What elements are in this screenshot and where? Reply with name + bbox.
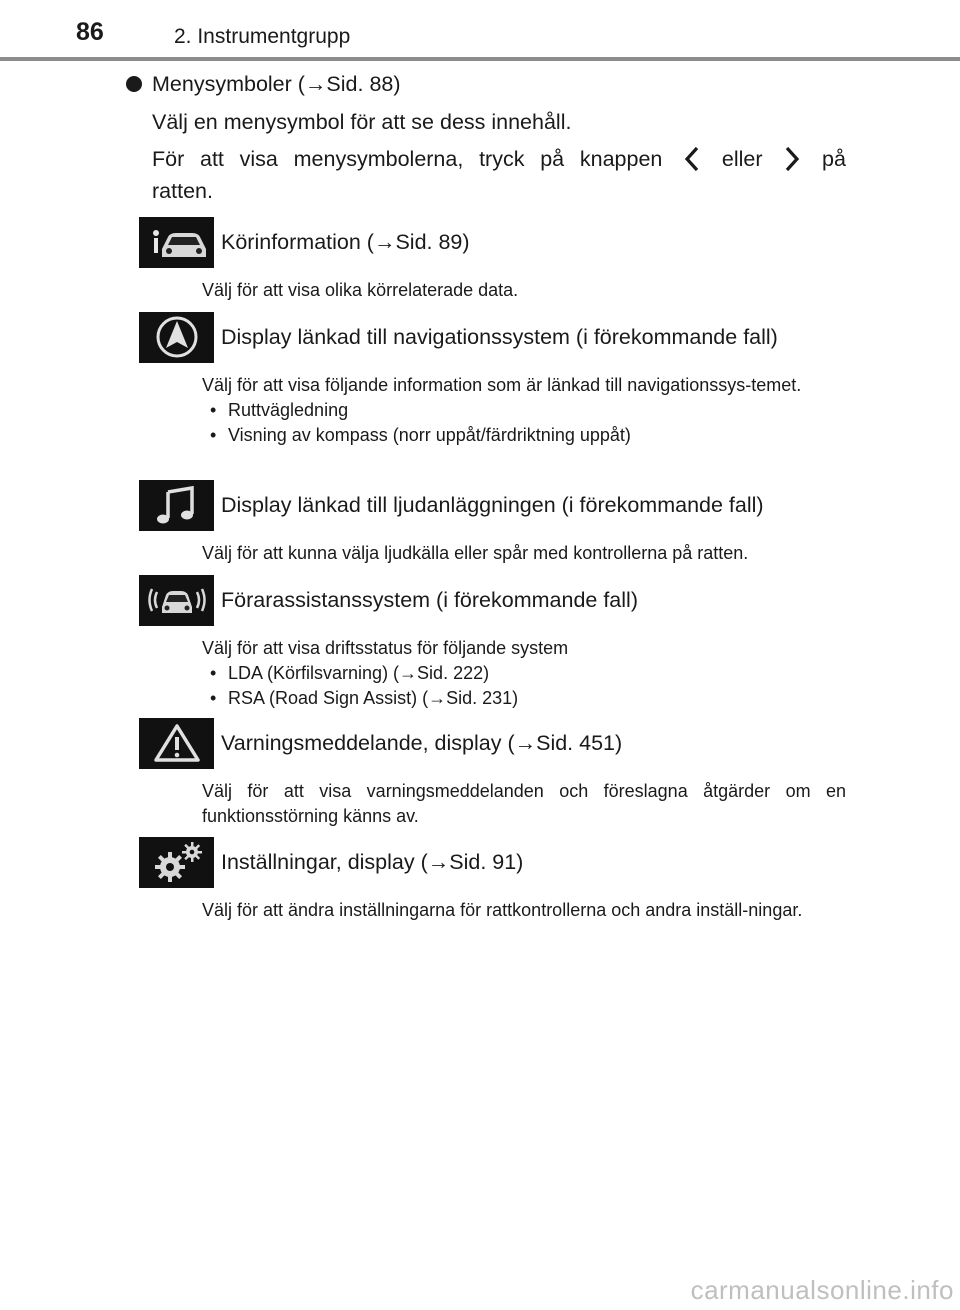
section-text-line: Välj för att visa följande information som är länkad till navigationssys-temet.	[202, 375, 802, 395]
page-number: 86	[76, 18, 104, 46]
section-body	[202, 373, 846, 448]
word: visa	[239, 147, 278, 171]
section-title: Varningsmeddelande, display (→Sid. 451)	[221, 730, 623, 755]
section-title: Körinformation (→Sid. 89)	[221, 229, 470, 254]
menu-symbols-title: Menysymboler (→Sid. 88)	[152, 72, 401, 96]
section-title: Inställningar, display (→Sid. 91)	[221, 849, 524, 874]
chapter-title: 2. Instrumentgrupp	[174, 25, 351, 48]
word: på	[540, 147, 565, 171]
section-text: Välj för att ändra inställningarna för rattkontrollerna och andra inställ-ningar.	[202, 900, 803, 920]
bullet-list	[202, 398, 846, 448]
list-item: • Visning av kompass (norr uppåt/färdriktning uppåt)	[210, 423, 846, 448]
section-text: Välj för att kunna välja ljudkälla eller spår med kontrollerna på ratten.	[202, 543, 749, 563]
section-title: Display länkad till ljudanläggningen (i förekommande fall)	[221, 492, 764, 517]
section-body	[202, 278, 846, 303]
section-driver-assist	[139, 574, 859, 711]
section-body	[202, 898, 846, 923]
section-header	[139, 216, 859, 268]
intro-line-1: Välj en menysymbol för att se dess innehåll.	[152, 110, 572, 134]
page-header	[0, 0, 960, 62]
chevron-left-icon	[678, 143, 706, 175]
list-item-text: Visning av kompass (norr uppåt/färdriktning uppåt)	[228, 425, 631, 445]
section-settings	[139, 836, 859, 923]
warning-triangle-icon	[139, 718, 214, 769]
section-header	[139, 574, 859, 626]
intro-paragraph	[152, 106, 846, 207]
section-drive-info	[139, 216, 859, 303]
word: att	[200, 147, 224, 171]
list-item: • LDA (Körfilsvarning) (→Sid. 222)	[210, 661, 846, 686]
section-body	[202, 636, 846, 711]
header-divider	[0, 57, 960, 61]
menu-symbols-heading	[126, 68, 846, 100]
list-item: • Ruttvägledning	[210, 398, 846, 423]
section-header	[139, 479, 859, 531]
list-item-text: LDA (Körfilsvarning) (→Sid. 222)	[228, 663, 490, 683]
section-text	[202, 373, 842, 398]
navigation-compass-icon	[139, 312, 214, 363]
list-item-text: RSA (Road Sign Assist) (→Sid. 231)	[228, 688, 519, 708]
section-header	[139, 311, 859, 363]
section-title: Display länkad till navigationssystem (i förekommande fall)	[221, 324, 778, 349]
section-text: Välj för att visa driftsstatus för följande system	[202, 638, 569, 658]
intro-line-2	[152, 143, 846, 175]
section-header	[139, 717, 859, 769]
word: på	[822, 147, 846, 171]
car-info-icon	[139, 217, 214, 268]
word: tryck	[479, 147, 525, 171]
section-audio	[139, 479, 859, 566]
section-text: Välj för att visa varningsmeddelanden och föreslagna åtgärder om en funktionsstörning känns av.	[202, 781, 846, 826]
intro-line-3: ratten.	[152, 179, 213, 203]
section-navigation	[139, 311, 859, 448]
music-note-icon	[139, 480, 214, 531]
section-header	[139, 836, 859, 888]
word: knappen	[579, 147, 663, 171]
section-body	[202, 779, 846, 829]
section-warning	[139, 717, 859, 829]
settings-gears-icon	[139, 837, 214, 888]
driver-assist-icon	[139, 575, 214, 626]
chevron-right-icon	[778, 143, 806, 175]
intro-block	[126, 68, 846, 207]
list-item: • RSA (Road Sign Assist) (→Sid. 231)	[210, 686, 846, 711]
section-body	[202, 541, 846, 566]
section-title: Förarassistanssystem (i förekommande fall)	[221, 587, 638, 612]
watermark: carmanualsonline.info	[690, 1275, 954, 1305]
section-text: Välj för att visa olika körrelaterade data.	[202, 280, 519, 300]
word: eller	[721, 147, 763, 171]
list-item-text: Ruttvägledning	[228, 400, 349, 420]
bullet-dot	[126, 76, 142, 92]
word: För	[152, 147, 185, 171]
word: menysymbolerna,	[293, 147, 464, 171]
bullet-list	[202, 661, 846, 711]
